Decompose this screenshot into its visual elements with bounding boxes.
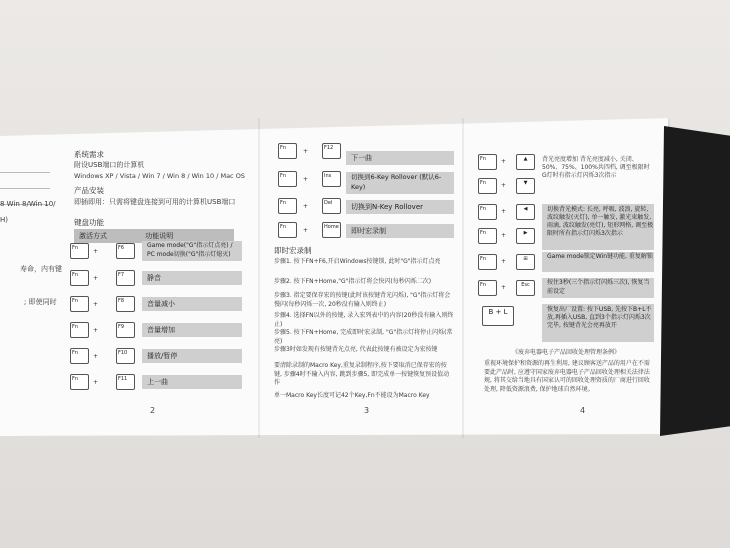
- table-header: 激活方式 功能说明: [74, 229, 234, 243]
- arrow-up-key: ▲: [516, 154, 535, 170]
- func-desc: 即时宏录制: [346, 224, 454, 238]
- f-key: F6: [116, 243, 135, 259]
- func-desc: Game mode锁定Win键功能, 重复解锁: [542, 252, 654, 272]
- func-desc: 按住3秒(三个指示灯闪烁三次), 恢复当前设定: [542, 278, 654, 298]
- func-desc: 上一曲: [142, 375, 242, 389]
- key: F12: [322, 143, 341, 159]
- install-title: 产品安装: [74, 186, 104, 195]
- fn-key: Fn: [70, 348, 89, 364]
- fn-key: Fn: [478, 154, 497, 170]
- fn-key: Fn: [478, 280, 497, 296]
- sys-line: Windows XP / Vista / Win 7 / Win 8 / Win 10 / Mac OS: [74, 172, 245, 180]
- step-text: 步骤1. 按下FN+F6,开启Windows按键锁, 此时"G"指示灯点亮: [274, 258, 441, 265]
- func-title: 键盘功能: [74, 218, 104, 227]
- fn-key: Fn: [478, 204, 497, 220]
- os-fragment: 8 Win 8/Win 10/: [0, 200, 56, 208]
- step-text: 步骤4. 选择FN以外的按键, 录入宏列表中的内容(20秒没有输入则终止): [274, 312, 454, 328]
- func-desc: 切换背光模式: 长亮, 呼吸, 波浪, 旋转, 波纹触发(灭灯), 单一触发, 激光束触发, 雨滴, 波纹触发(亮灯), 矩形网格, 调至极限时所有指示灯闪烁3次指示: [542, 204, 654, 250]
- f-key: F9: [116, 322, 135, 338]
- fn-key: Fn: [70, 374, 89, 390]
- page-number: 3: [364, 406, 370, 415]
- fn-key: Fn: [70, 243, 89, 259]
- arrow-left-key: ◀: [516, 204, 535, 220]
- fn-key: Fn: [278, 171, 297, 187]
- f-key: F8: [116, 296, 135, 312]
- f-key: F10: [116, 348, 135, 364]
- fn-key: Fn: [70, 296, 89, 312]
- key: Home: [322, 222, 341, 238]
- f-key: F11: [116, 374, 135, 390]
- func-desc: 背光亮度增加 背光亮度减小, 关闭、50%、75%、100%共四档, 调至极限时G灯时有指示灯闪烁3次指示: [542, 156, 650, 179]
- table-row: H): [0, 216, 8, 224]
- black-cover: [660, 126, 730, 436]
- func-desc: 音量减小: [142, 297, 242, 311]
- fn-key: Fn: [70, 322, 89, 338]
- func-desc: 切换到N-Key Rollover: [346, 200, 454, 214]
- esc-key: Esc: [516, 280, 535, 296]
- page-number: 4: [580, 406, 586, 415]
- step-text: 步骤5. 按下FN+Home, 完成即时宏录制, "G"指示灯将停止闪烁(常亮): [274, 329, 453, 345]
- fn-key: Fn: [278, 198, 297, 214]
- step-text: 要清除录制的Macro Key,重复录制程序,按下要取消已保存宏的按键, 步骤4时不输入内容, 跳到步骤5, 即完成单一按键恢复预设值动作: [274, 362, 450, 386]
- step-text: 步骤3时如发现有按键背光点亮, 代表此按键有被设定为宏按键: [274, 346, 438, 353]
- sys-line: 附设USB端口的计算机: [74, 161, 145, 169]
- fn-key: Fn: [478, 228, 497, 244]
- page-number: 2: [150, 406, 156, 415]
- func-desc: 恢复出厂设置: 按下USB, 先按下B+L不放,再插入USB, 直到3个指示灯闪烁3次完毕, 按键背光会亮再放开: [542, 304, 654, 342]
- windows-key: ⊞: [516, 254, 535, 270]
- func-desc: 切换到6-Key Rollover (默认6-Key): [346, 172, 454, 194]
- step-text: 步骤2. 按下FN+Home,"G"指示灯将会快闪(每秒闪烁二次): [274, 278, 432, 285]
- fn-key: Fn: [478, 178, 497, 194]
- fn-key: Fn: [278, 222, 297, 238]
- fn-key: Fn: [278, 143, 297, 159]
- footer-text: 重视环境保护和资源的再生利用, 建议顾客送产品的用户在不需要此产品时, 应遵守国家废弃电器电子产品回收处理相关法律法规, 将其交给当地具有国家认可的回收处理资质的厂商进行回收处理, 降低资源浪费, 保护地球自然环境。: [484, 360, 650, 393]
- sys-title: 系统需求: [74, 150, 104, 159]
- func-desc: 静音: [142, 271, 242, 285]
- func-desc: 音量增加: [142, 323, 242, 337]
- f-key: F7: [116, 270, 135, 286]
- fn-key: Fn: [70, 270, 89, 286]
- func-desc: 下一曲: [346, 151, 454, 165]
- step-text: 单一Macro Key长度可记42个Key,Fn不能设为Macro Key: [274, 392, 430, 399]
- step-text: 步骤3. 指定要保存宏的按键(此时该按键背光闪烁), "G"指示灯将会慢闪(每秒闪烁一次, 20秒没有输入则终止): [274, 292, 451, 308]
- arrow-down-key: ▼: [516, 178, 535, 194]
- fn-key: Fn: [478, 254, 497, 270]
- macro-title: 即时宏录制: [274, 246, 312, 255]
- func-desc: Game mode("G"指示灯点亮) / PC mode切换("G"指示灯熄灭): [142, 241, 242, 261]
- key: Ins: [322, 171, 341, 187]
- arrow-right-key: ▶: [516, 228, 535, 244]
- install-text: 即插即用：只需将键盘连接到可用的计算机USB端口: [74, 198, 236, 206]
- b-l-keys: B + L: [482, 306, 514, 326]
- fold-line: [258, 118, 260, 438]
- text-fragment: 寿命，内有键: [20, 265, 62, 273]
- footer-title: 《废弃电器电子产品回收处理管理条例》: [512, 349, 621, 356]
- fold-line: [462, 118, 464, 438]
- key: Del: [322, 198, 341, 214]
- text-fragment: ; 即使同时: [24, 298, 57, 306]
- func-desc: 播放/暂停: [142, 349, 242, 363]
